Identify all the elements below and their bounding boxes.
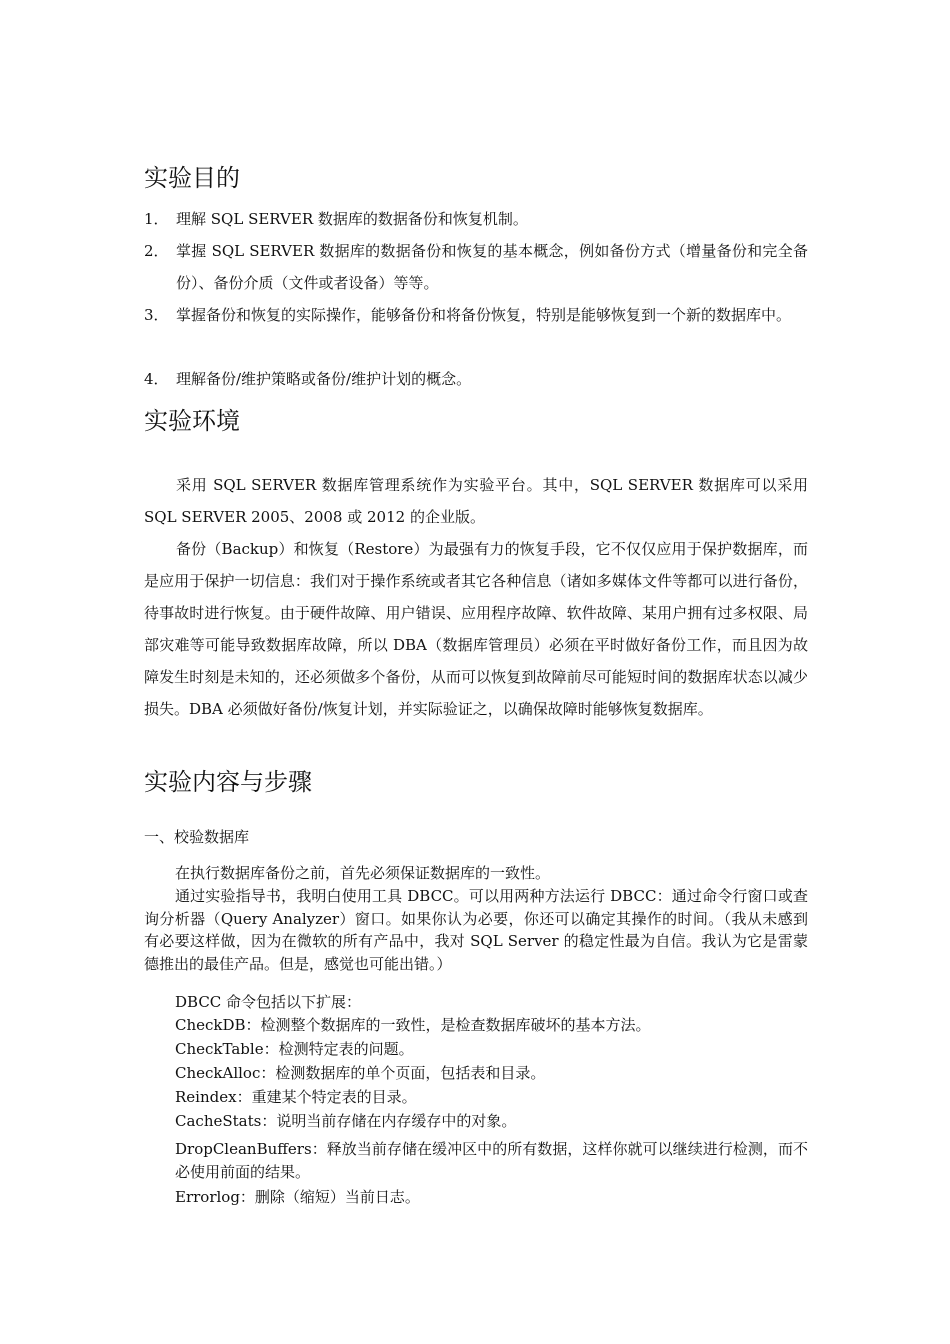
- heading-experiment-environment: 实验环境: [144, 407, 240, 435]
- list-item-number: 2．: [144, 242, 169, 260]
- list-item-number: 4．: [144, 370, 169, 388]
- list-item-text: 掌握备份和恢复的实际操作，能够备份和将备份恢复，特别是能够恢复到一个新的数据库中。: [176, 306, 792, 324]
- list-item-text: 理解 SQL SERVER 数据库的数据备份和恢复机制。: [176, 210, 528, 228]
- list-item: [144, 363, 808, 395]
- heading-experiment-purpose: 实验目的: [144, 164, 240, 192]
- paragraph-platform: 采用 SQL SERVER 数据库管理系统作为实验平台。其中，SQL SERVER 数据库可以采用 SQL SERVER 2005、2008 或 2012 的企业版。: [144, 476, 808, 526]
- subheading-verify-database: 一、校验数据库: [144, 828, 250, 846]
- paragraph-consistency: 在执行数据库备份之前，首先必须保证数据库的一致性。: [175, 864, 551, 882]
- list-item: [144, 235, 808, 299]
- list-item-number: 3．: [144, 306, 169, 324]
- paragraph-dbcc-usage: 通过实验指导书，我明白使用工具 DBCC。可以用两种方法运行 DBCC：通过命令行窗口或查询分析器（Query Analyzer）窗口。如果你认为必要，你还可以确定其操作的时间。（我从未感到有必要这样做，因为在微软的所有产品中，我对 SQL Server 的稳定性最为自信。我认为它是雷蒙德推出的最佳产品。但是，感觉也可能出错。）: [144, 887, 808, 973]
- list-item-text: 掌握 SQL SERVER 数据库的数据备份和恢复的基本概念，例如备份方式（增量备份和完全备份）、备份介质（文件或者设备）等等。: [176, 242, 808, 292]
- dbcc-command-item: CheckDB：检测整个数据库的一致性，是检查数据库破坏的基本方法。: [175, 1016, 651, 1034]
- list-item: [144, 299, 808, 331]
- paragraph-backup-overview: 备份（Backup）和恢复（Restore）为最强有力的恢复手段，它不仅仅应用于保护数据库，而是应用于保护一切信息：我们对于操作系统或者其它各种信息（诸如多媒体文件等都可以进行备份，待事故时进行恢复。由于硬件故障、用户错误、应用程序故障、软件故障、某用户拥有过多权限、局部灾难等可能导致数据库故障，所以 DBA（数据库管理员）必须在平时做好备份工作，而且因为故障发生时刻是未知的，还必须做多个备份，从而可以恢复到故障前尽可能短时间的数据库状态以减少损失。DBA 必须做好备份/恢复计划，并实际验证之，以确保故障时能够恢复数据库。: [144, 540, 808, 718]
- heading-experiment-steps: 实验内容与步骤: [144, 768, 312, 796]
- list-item-text: 理解备份/维护策略或备份/维护计划的概念。: [176, 370, 472, 388]
- dbcc-command-item: DropCleanBuffers：释放当前存储在缓冲区中的所有数据，这样你就可以继续进行检测，而不必使用前面的结果。: [175, 1140, 808, 1181]
- dbcc-command-item: CheckAlloc：检测数据库的单个页面，包括表和目录。: [175, 1064, 546, 1082]
- dbcc-command-item: CheckTable：检测特定表的问题。: [175, 1040, 414, 1058]
- list-item-number: 1．: [144, 210, 169, 228]
- dbcc-command-item: CacheStats：说明当前存储在内存缓存中的对象。: [175, 1112, 517, 1130]
- list-item: [144, 203, 808, 235]
- dbcc-command-item: Reindex：重建某个特定表的目录。: [175, 1088, 417, 1106]
- dbcc-command-item: Errorlog：删除（缩短）当前日志。: [175, 1188, 420, 1206]
- dbcc-intro: DBCC 命令包括以下扩展：: [175, 993, 362, 1011]
